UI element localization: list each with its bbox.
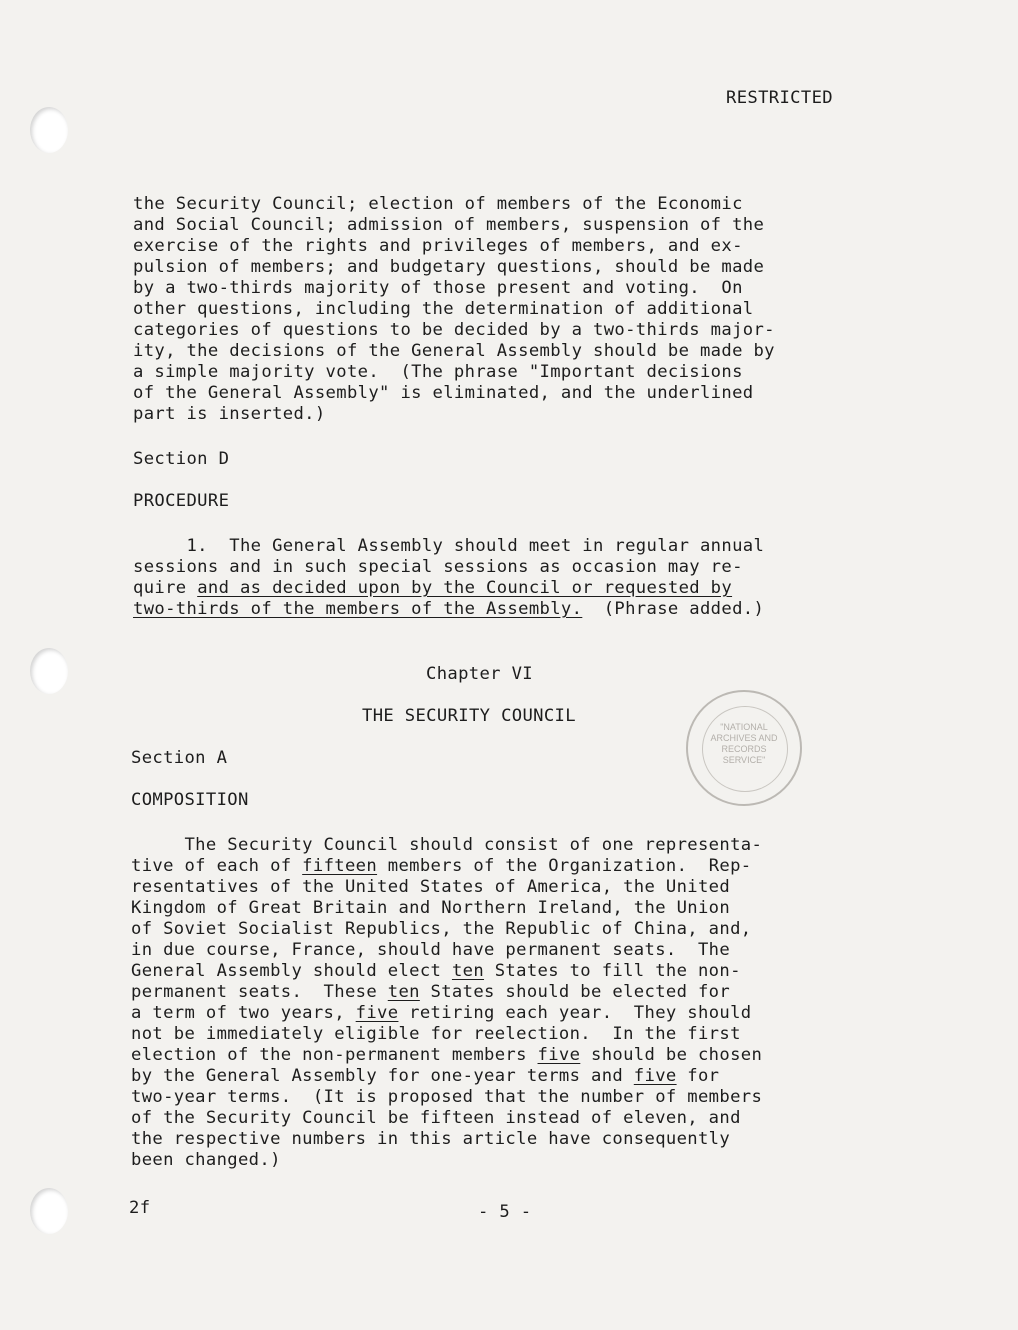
- underlined-insertion: fifteen: [302, 856, 378, 876]
- underlined-insertion: five: [355, 1003, 399, 1023]
- body-line: the respective numbers in this article have consequently: [131, 1129, 731, 1149]
- body-line: two-year terms. (It is proposed that the number of members: [131, 1087, 763, 1107]
- underlined-insertion: ten: [387, 982, 420, 1002]
- body-line: [131, 961, 741, 982]
- body-line: sessions and in such special sessions as occasion may re-: [133, 557, 743, 577]
- chapter-number: Chapter VI: [426, 664, 533, 684]
- body-line: and Social Council; admission of members, suspension of the: [133, 215, 765, 235]
- plain-text: for: [676, 1066, 720, 1086]
- plain-text: election of the non-permanent members: [131, 1045, 538, 1065]
- body-line: of Soviet Socialist Republics, the Republic of China, and,: [131, 919, 752, 939]
- body-line: the Security Council; election of members of the Economic: [133, 194, 743, 214]
- body-line: exercise of the rights and privileges of members, and ex-: [133, 236, 743, 256]
- binder-hole-middle: [30, 648, 68, 694]
- body-line: [133, 599, 764, 620]
- binder-hole-top: [30, 107, 68, 153]
- body-line: [131, 856, 751, 877]
- plain-text: quire: [133, 578, 198, 598]
- plain-text: States to fill the non-: [484, 961, 741, 981]
- plain-text: General Assembly should elect: [131, 961, 452, 981]
- underlined-insertion: two-thirds of the members of the Assembly.: [133, 599, 583, 619]
- plain-text: tive of each of: [131, 856, 303, 876]
- plain-text: members of the Organization. Rep-: [377, 856, 752, 876]
- body-line: of the General Assembly" is eliminated, and the underlined: [133, 383, 754, 403]
- body-line: The Security Council should consist of one representa-: [131, 835, 763, 855]
- section-heading: COMPOSITION: [131, 790, 249, 810]
- section-heading: PROCEDURE: [133, 491, 230, 511]
- underlined-insertion: and as decided upon by the Council or requested by: [197, 578, 733, 598]
- plain-text: retiring each year. They should: [398, 1003, 752, 1023]
- section-label: Section D: [133, 449, 230, 469]
- archive-stamp-text: [688, 722, 800, 766]
- body-line: not be immediately eligible for reelection. In the first: [131, 1024, 741, 1044]
- body-line: resentatives of the United States of America, the United: [131, 877, 731, 897]
- body-line: other questions, including the determination of additional: [133, 299, 754, 319]
- plain-text: States should be elected for: [419, 982, 731, 1002]
- body-line: [131, 1045, 762, 1066]
- plain-text: a term of two years,: [131, 1003, 356, 1023]
- chapter-title: THE SECURITY COUNCIL: [362, 706, 576, 726]
- body-line: been changed.): [131, 1150, 281, 1170]
- stamp-line: SERVICE": [722, 755, 766, 765]
- body-line: in due course, France, should have permanent seats. The: [131, 940, 731, 960]
- body-line: Kingdom of Great Britain and Northern Ireland, the Union: [131, 898, 731, 918]
- body-line: a simple majority vote. (The phrase "Important decisions: [133, 362, 743, 382]
- body-line: ity, the decisions of the General Assembly should be made by: [133, 341, 775, 361]
- body-line: part is inserted.): [133, 404, 326, 424]
- plain-text: permanent seats. These: [131, 982, 388, 1002]
- body-line: categories of questions to be decided by a two-thirds major-: [133, 320, 775, 340]
- stamp-line: "NATIONAL: [720, 722, 768, 732]
- body-line: of the Security Council be fifteen instead of eleven, and: [131, 1108, 741, 1128]
- binder-hole-bottom: [30, 1188, 68, 1234]
- stamp-line: RECORDS: [721, 744, 767, 754]
- section-label: Section A: [131, 748, 228, 768]
- classification-marking: RESTRICTED: [726, 88, 833, 108]
- body-line: by a two-thirds majority of those present and voting. On: [133, 278, 743, 298]
- plain-text: (Phrase added.): [582, 599, 765, 619]
- plain-text: should be chosen: [580, 1045, 763, 1065]
- page-number: - 5 -: [478, 1202, 532, 1222]
- archive-stamp: [686, 690, 802, 806]
- underlined-insertion: five: [633, 1066, 677, 1086]
- body-line: [133, 578, 732, 599]
- body-line: pulsion of members; and budgetary questions, should be made: [133, 257, 765, 277]
- plain-text: by the General Assembly for one-year terms and: [131, 1066, 634, 1086]
- underlined-insertion: five: [537, 1045, 581, 1065]
- body-line: [131, 1066, 719, 1087]
- document-code: 2f: [129, 1198, 151, 1218]
- underlined-insertion: ten: [451, 961, 485, 981]
- body-line: [131, 1003, 751, 1024]
- body-line: [131, 982, 730, 1003]
- body-line: 1. The General Assembly should meet in regular annual: [133, 536, 765, 556]
- stamp-line: ARCHIVES AND: [710, 733, 778, 743]
